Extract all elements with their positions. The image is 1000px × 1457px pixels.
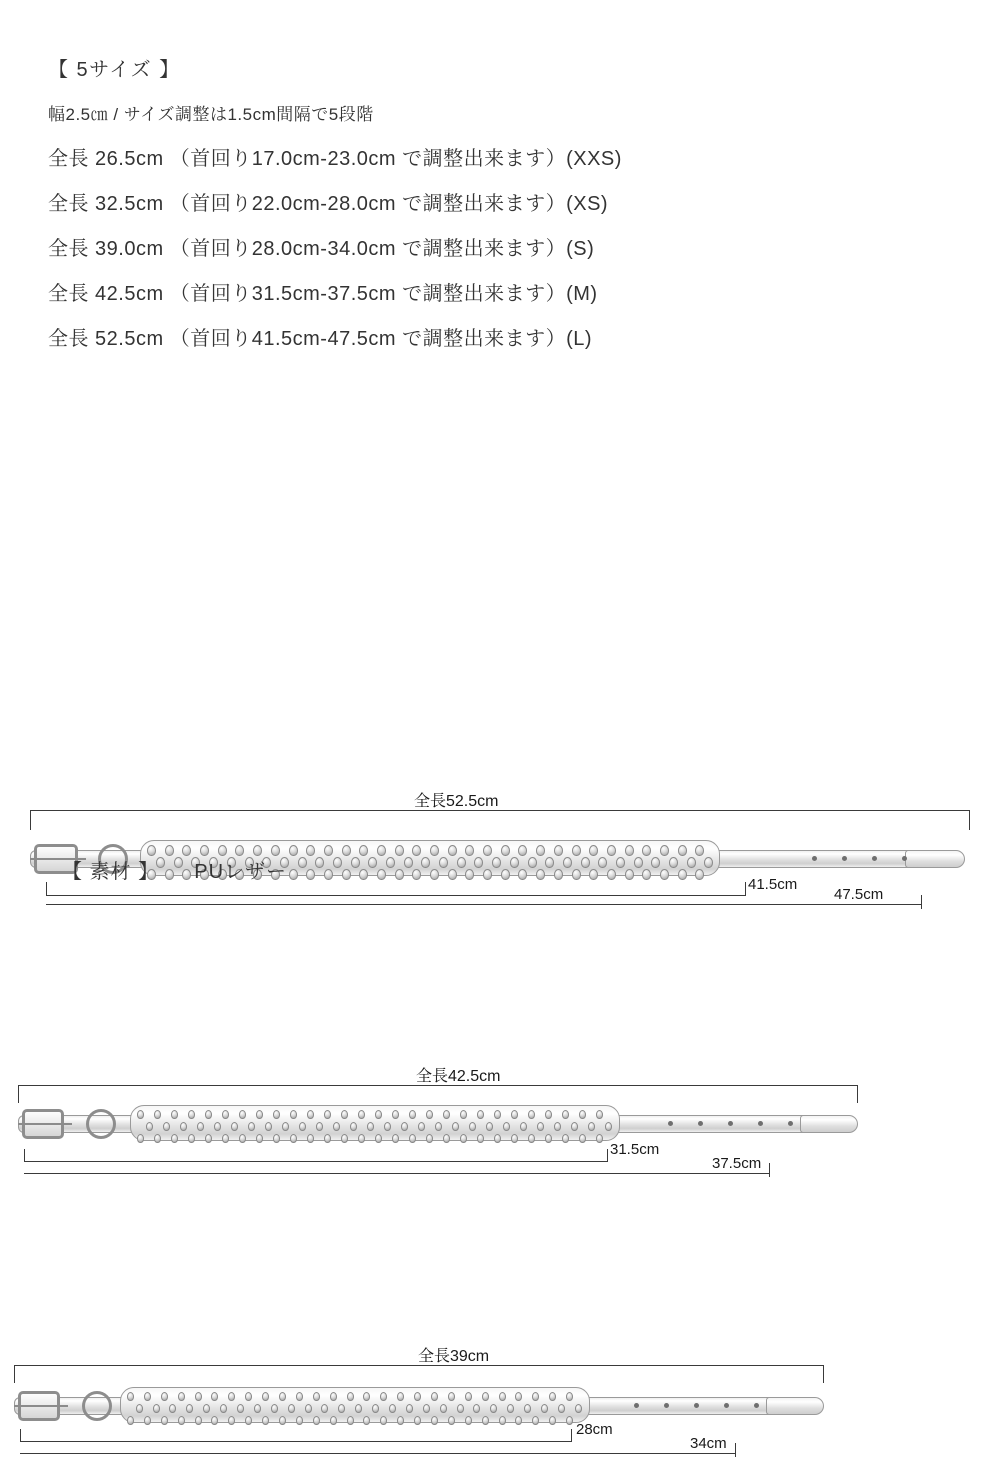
collar-spike bbox=[375, 1110, 382, 1119]
collar-spike bbox=[347, 1416, 354, 1425]
collar-spike bbox=[541, 1404, 548, 1413]
collar-spike bbox=[482, 1392, 489, 1401]
neck-min-tick-right-l bbox=[745, 882, 746, 895]
collar-spike bbox=[256, 1110, 263, 1119]
collar-spike bbox=[566, 1416, 573, 1425]
collar-spike bbox=[214, 1122, 221, 1131]
collar-spike bbox=[554, 869, 563, 880]
collar-spike bbox=[605, 1122, 612, 1131]
collar-spike bbox=[273, 1134, 280, 1143]
collar-spike bbox=[660, 869, 669, 880]
collar-spike bbox=[695, 845, 704, 856]
collar-spike bbox=[409, 1134, 416, 1143]
material-value: PUレザー bbox=[194, 861, 288, 883]
collar-spike bbox=[589, 869, 598, 880]
collar-spike bbox=[307, 1110, 314, 1119]
collar-spike bbox=[448, 1392, 455, 1401]
collar-tip-s bbox=[766, 1397, 824, 1415]
collar-spike bbox=[486, 1122, 493, 1131]
collar-spike bbox=[625, 869, 634, 880]
collar-spike bbox=[265, 1122, 272, 1131]
collar-spike bbox=[358, 1110, 365, 1119]
collar-spike bbox=[397, 1392, 404, 1401]
collar-spike bbox=[144, 1416, 151, 1425]
collar-spike bbox=[431, 1416, 438, 1425]
size-heading: 【 5サイズ 】 bbox=[48, 59, 181, 81]
collar-buckle-prong-m bbox=[18, 1123, 72, 1125]
collar-spike bbox=[501, 869, 510, 880]
collar-spike bbox=[440, 1404, 447, 1413]
collar-spike bbox=[324, 1134, 331, 1143]
collar-spike bbox=[545, 857, 554, 868]
collar-spike bbox=[392, 1110, 399, 1119]
collar-spike bbox=[423, 1404, 430, 1413]
collar-hole-m bbox=[668, 1121, 673, 1126]
collar-spike bbox=[589, 845, 598, 856]
collar-spike bbox=[510, 857, 519, 868]
total-length-label-l: 全長52.5cm bbox=[414, 793, 499, 810]
collar-spike bbox=[153, 1404, 160, 1413]
collar-spike bbox=[460, 1110, 467, 1119]
collar-spike bbox=[518, 845, 527, 856]
collar-spike bbox=[163, 1122, 170, 1131]
collar-buckle-ring-s bbox=[82, 1391, 112, 1421]
collar-spike bbox=[395, 845, 404, 856]
collar-spike bbox=[483, 845, 492, 856]
collar-spike bbox=[537, 1122, 544, 1131]
collar-spike bbox=[687, 857, 696, 868]
collar-hole-m bbox=[728, 1121, 733, 1126]
collar-spike bbox=[338, 1404, 345, 1413]
collar-spike bbox=[316, 1122, 323, 1131]
collar-spike bbox=[307, 1134, 314, 1143]
collar-spike bbox=[499, 1416, 506, 1425]
collar-spike bbox=[313, 1416, 320, 1425]
size-line-xs: 全長 32.5cm （首回り22.0cm-28.0cm で調整出来ます）(XS) bbox=[48, 193, 609, 215]
collar-spike bbox=[465, 1392, 472, 1401]
collar-spike bbox=[298, 857, 307, 868]
neck-min-label-s: 28cm bbox=[576, 1421, 613, 1438]
collar-spike bbox=[254, 1404, 261, 1413]
collar-spike bbox=[324, 1110, 331, 1119]
collar-spike bbox=[290, 1110, 297, 1119]
neck-max-tick-right-l bbox=[921, 895, 922, 909]
collar-spike bbox=[520, 1122, 527, 1131]
collar-spike bbox=[625, 845, 634, 856]
collar-spike bbox=[452, 1122, 459, 1131]
total-length-label-m: 全長42.5cm bbox=[416, 1068, 501, 1085]
collar-illustration-s bbox=[0, 1377, 1000, 1437]
collar-spike bbox=[313, 1392, 320, 1401]
neck-max-line-l bbox=[46, 904, 922, 905]
collar-spike bbox=[414, 1392, 421, 1401]
collar-spike bbox=[289, 869, 298, 880]
collar-spike bbox=[380, 1416, 387, 1425]
collar-spike bbox=[222, 1110, 229, 1119]
collar-spike bbox=[642, 845, 651, 856]
neck-max-tick-right-m bbox=[769, 1163, 770, 1177]
collar-spike bbox=[397, 1416, 404, 1425]
neck-min-tick-right-m bbox=[607, 1149, 608, 1161]
collar-spike bbox=[499, 1392, 506, 1401]
collar-hole-l bbox=[872, 856, 877, 861]
collar-spike bbox=[359, 845, 368, 856]
collar-buckle-prong-s bbox=[14, 1405, 68, 1407]
collar-spike bbox=[171, 1110, 178, 1119]
neck-min-line-m bbox=[24, 1161, 608, 1162]
collar-spike bbox=[237, 1404, 244, 1413]
collar-spike bbox=[575, 1404, 582, 1413]
collar-spike bbox=[443, 1134, 450, 1143]
collar-spike bbox=[350, 1122, 357, 1131]
collar-hole-s bbox=[724, 1403, 729, 1408]
collar-spike bbox=[607, 845, 616, 856]
collar-spike bbox=[477, 1134, 484, 1143]
collar-spike bbox=[494, 1134, 501, 1143]
collar-spike bbox=[651, 857, 660, 868]
neck-min-line-l bbox=[46, 895, 746, 896]
collar-spike bbox=[380, 1392, 387, 1401]
size-line-m: 全長 42.5cm （首回り31.5cm-37.5cm で調整出来ます）(M) bbox=[48, 283, 598, 305]
collar-spike bbox=[239, 1110, 246, 1119]
collar-spike bbox=[473, 1404, 480, 1413]
collar-spike bbox=[448, 869, 457, 880]
total-measure-line-m bbox=[18, 1085, 858, 1086]
collar-spike bbox=[195, 1416, 202, 1425]
collar-spike-pad-s bbox=[120, 1387, 590, 1423]
collar-spike bbox=[460, 1134, 467, 1143]
collar-spike bbox=[563, 857, 572, 868]
collar-spike bbox=[296, 1416, 303, 1425]
collar-spike bbox=[477, 1110, 484, 1119]
collar-spike bbox=[579, 1110, 586, 1119]
collar-hole-s bbox=[694, 1403, 699, 1408]
collar-spike bbox=[351, 857, 360, 868]
collar-spike bbox=[503, 1122, 510, 1131]
collar-hole-s bbox=[634, 1403, 639, 1408]
collar-spike bbox=[439, 857, 448, 868]
collar-spike bbox=[401, 1122, 408, 1131]
collar-spike bbox=[363, 1392, 370, 1401]
collar-spike bbox=[511, 1110, 518, 1119]
collar-spike bbox=[572, 869, 581, 880]
collar-spike bbox=[137, 1134, 144, 1143]
collar-spike bbox=[536, 869, 545, 880]
collar-spike bbox=[355, 1404, 362, 1413]
collar-spike bbox=[197, 1122, 204, 1131]
collar-spike bbox=[448, 1416, 455, 1425]
collar-spike bbox=[406, 1404, 413, 1413]
collar-spike bbox=[457, 1404, 464, 1413]
material-block bbox=[62, 855, 287, 884]
collar-spike bbox=[596, 1110, 603, 1119]
collar-spike bbox=[324, 869, 333, 880]
neck-max-label-m: 37.5cm bbox=[712, 1155, 762, 1172]
collar-spike bbox=[333, 1122, 340, 1131]
collar-spike bbox=[305, 1404, 312, 1413]
collar-spike bbox=[171, 1134, 178, 1143]
collar-spike bbox=[248, 1122, 255, 1131]
collar-spike bbox=[228, 1416, 235, 1425]
collar-spike bbox=[669, 857, 678, 868]
collar-spike bbox=[412, 869, 421, 880]
collar-spike bbox=[482, 1416, 489, 1425]
collar-spike bbox=[549, 1392, 556, 1401]
collar-spike bbox=[222, 1134, 229, 1143]
collar-spike bbox=[457, 857, 466, 868]
collar-spike bbox=[426, 1134, 433, 1143]
collar-hole-l bbox=[842, 856, 847, 861]
collar-spike bbox=[228, 1392, 235, 1401]
collar-hole-l bbox=[812, 856, 817, 861]
collar-tip-m bbox=[800, 1115, 858, 1133]
collar-spike bbox=[515, 1416, 522, 1425]
collar-spike bbox=[178, 1416, 185, 1425]
neck-min-tick-left-s bbox=[20, 1429, 21, 1441]
collar-spike bbox=[372, 1404, 379, 1413]
collar-spike bbox=[435, 1122, 442, 1131]
collar-spike bbox=[296, 1392, 303, 1401]
collar-spike bbox=[203, 1404, 210, 1413]
collar-spike bbox=[695, 869, 704, 880]
collar-spike bbox=[448, 845, 457, 856]
collar-spike-pad-m bbox=[130, 1105, 620, 1141]
neck-max-label-l: 47.5cm bbox=[834, 886, 884, 903]
collar-spike bbox=[490, 1404, 497, 1413]
collar-hole-m bbox=[698, 1121, 703, 1126]
collar-spike bbox=[642, 869, 651, 880]
collar-spike bbox=[178, 1392, 185, 1401]
collar-spike bbox=[245, 1416, 252, 1425]
collar-spike bbox=[404, 857, 413, 868]
collar-spike bbox=[507, 1404, 514, 1413]
collar-spike bbox=[367, 1122, 374, 1131]
collar-spike bbox=[524, 1404, 531, 1413]
collar-spike bbox=[607, 869, 616, 880]
collar-spike bbox=[430, 845, 439, 856]
collar-spike bbox=[315, 857, 324, 868]
neck-max-label-s: 34cm bbox=[690, 1435, 727, 1452]
collar-spike bbox=[545, 1134, 552, 1143]
collar-spike bbox=[562, 1110, 569, 1119]
neck-max-line-m bbox=[24, 1173, 770, 1174]
collar-spike bbox=[161, 1416, 168, 1425]
collar-spike bbox=[392, 1134, 399, 1143]
collar-spike bbox=[518, 869, 527, 880]
neck-max-line-s bbox=[20, 1453, 736, 1454]
collar-spike bbox=[271, 1404, 278, 1413]
collar-spike bbox=[195, 1392, 202, 1401]
collar-spike bbox=[511, 1134, 518, 1143]
collar-spike bbox=[127, 1416, 134, 1425]
collar-spike bbox=[562, 1134, 569, 1143]
collar-spike bbox=[377, 869, 386, 880]
collar-spike bbox=[146, 1122, 153, 1131]
collar-spike bbox=[660, 845, 669, 856]
collar-spike bbox=[220, 1404, 227, 1413]
collar-spike bbox=[572, 845, 581, 856]
collar-spike bbox=[532, 1416, 539, 1425]
collar-spike bbox=[341, 1134, 348, 1143]
neck-max-tick-right-s bbox=[735, 1443, 736, 1457]
collar-spike bbox=[588, 1122, 595, 1131]
collar-illustration-m bbox=[0, 1097, 1000, 1157]
collar-spike bbox=[282, 1122, 289, 1131]
collar-spike bbox=[483, 869, 492, 880]
collar-spike bbox=[492, 857, 501, 868]
collar-spike bbox=[188, 1134, 195, 1143]
collar-spike bbox=[279, 1392, 286, 1401]
collar-spike bbox=[596, 1134, 603, 1143]
collar-spike bbox=[616, 857, 625, 868]
collar-buckle-ring-m bbox=[86, 1109, 116, 1139]
collar-spike bbox=[279, 1416, 286, 1425]
collar-spike bbox=[154, 1110, 161, 1119]
collar-spike bbox=[443, 1110, 450, 1119]
collar-spike bbox=[474, 857, 483, 868]
collar-spike bbox=[239, 1134, 246, 1143]
collar-spike bbox=[262, 1392, 269, 1401]
collar-spike bbox=[465, 869, 474, 880]
collar-spike bbox=[273, 1110, 280, 1119]
collar-spike bbox=[426, 1110, 433, 1119]
collar-spike bbox=[581, 857, 590, 868]
collar-spike bbox=[431, 1392, 438, 1401]
collar-spike bbox=[324, 845, 333, 856]
collar-spike bbox=[598, 857, 607, 868]
collar-spike bbox=[501, 845, 510, 856]
collar-spike bbox=[231, 1122, 238, 1131]
collar-spike bbox=[342, 869, 351, 880]
collar-spike bbox=[414, 1416, 421, 1425]
width-spec-line: 幅2.5㎝ / サイズ調整は1.5cm間隔で5段階 bbox=[48, 105, 374, 124]
collar-spike bbox=[205, 1110, 212, 1119]
collar-spike bbox=[256, 1134, 263, 1143]
collar-spike bbox=[528, 1134, 535, 1143]
collar-spike bbox=[579, 1134, 586, 1143]
collar-spike bbox=[678, 845, 687, 856]
total-measure-line-s bbox=[14, 1365, 824, 1366]
collar-spike bbox=[127, 1392, 134, 1401]
neck-min-tick-right-s bbox=[571, 1429, 572, 1441]
collar-spike bbox=[306, 845, 315, 856]
size-line-xxs: 全長 26.5cm （首回り17.0cm-23.0cm で調整出来ます）(XXS) bbox=[48, 148, 622, 170]
collar-spike bbox=[418, 1122, 425, 1131]
collar-spike bbox=[549, 1416, 556, 1425]
collar-spike bbox=[545, 1110, 552, 1119]
collar-spike bbox=[288, 1404, 295, 1413]
size-line-l: 全長 52.5cm （首回り41.5cm-47.5cm で調整出来ます）(L) bbox=[48, 328, 593, 350]
collar-spike bbox=[136, 1404, 143, 1413]
collar-spike bbox=[211, 1392, 218, 1401]
collar-spike bbox=[678, 869, 687, 880]
collar-spike bbox=[333, 857, 342, 868]
collar-spike bbox=[205, 1134, 212, 1143]
size-line-s: 全長 39.0cm （首回り28.0cm-34.0cm で調整出来ます）(S) bbox=[48, 238, 595, 260]
collar-spike bbox=[169, 1404, 176, 1413]
material-label: 【 素材 】 bbox=[62, 861, 160, 883]
neck-min-tick-left-m bbox=[24, 1149, 25, 1161]
collar-spike bbox=[528, 857, 537, 868]
collar-spike bbox=[386, 857, 395, 868]
collar-tip-l bbox=[905, 850, 965, 868]
collar-spike bbox=[465, 1416, 472, 1425]
collar-spike bbox=[532, 1392, 539, 1401]
collar-spike bbox=[566, 1392, 573, 1401]
collar-spike bbox=[180, 1122, 187, 1131]
collar-spike bbox=[290, 1134, 297, 1143]
collar-spike bbox=[306, 869, 315, 880]
collar-spike bbox=[358, 1134, 365, 1143]
collar-spike bbox=[421, 857, 430, 868]
collar-spike bbox=[515, 1392, 522, 1401]
collar-spike bbox=[554, 1122, 561, 1131]
collar-spike bbox=[154, 1134, 161, 1143]
collar-spike bbox=[186, 1404, 193, 1413]
collar-spike bbox=[395, 869, 404, 880]
collar-spike bbox=[342, 845, 351, 856]
collar-spike bbox=[188, 1110, 195, 1119]
collar-spike bbox=[341, 1110, 348, 1119]
collar-spike bbox=[137, 1110, 144, 1119]
collar-spike bbox=[377, 845, 386, 856]
collar-spike bbox=[363, 1416, 370, 1425]
size-spec-block bbox=[48, 48, 948, 362]
collar-spike bbox=[330, 1392, 337, 1401]
neck-min-tick-left-l bbox=[46, 882, 47, 895]
neck-min-line-s bbox=[20, 1441, 572, 1442]
collar-spike bbox=[469, 1122, 476, 1131]
collar-spike bbox=[412, 845, 421, 856]
collar-spike bbox=[299, 1122, 306, 1131]
collar-spike bbox=[571, 1122, 578, 1131]
collar-spike bbox=[465, 845, 474, 856]
collar-spike bbox=[558, 1404, 565, 1413]
collar-spike bbox=[409, 1110, 416, 1119]
collar-hole-s bbox=[754, 1403, 759, 1408]
collar-spike bbox=[211, 1416, 218, 1425]
collar-spike bbox=[262, 1416, 269, 1425]
collar-spike bbox=[359, 869, 368, 880]
collar-spike bbox=[245, 1392, 252, 1401]
collar-spike bbox=[554, 845, 563, 856]
collar-spike bbox=[528, 1110, 535, 1119]
collar-hole-m bbox=[758, 1121, 763, 1126]
collar-spike bbox=[375, 1134, 382, 1143]
collar-spike bbox=[430, 869, 439, 880]
total-length-label-s: 全長39cm bbox=[418, 1348, 490, 1365]
collar-spike bbox=[634, 857, 643, 868]
neck-min-label-l: 41.5cm bbox=[748, 876, 798, 893]
collar-spike bbox=[384, 1122, 391, 1131]
collar-hole-m bbox=[788, 1121, 793, 1126]
collar-spike bbox=[347, 1392, 354, 1401]
collar-spike bbox=[289, 845, 298, 856]
collar-spike bbox=[321, 1404, 328, 1413]
collar-spike bbox=[704, 857, 713, 868]
collar-spike bbox=[330, 1416, 337, 1425]
collar-spike bbox=[144, 1392, 151, 1401]
collar-spike bbox=[536, 845, 545, 856]
collar-hole-l bbox=[902, 856, 907, 861]
collar-spike bbox=[389, 1404, 396, 1413]
collar-spike bbox=[368, 857, 377, 868]
collar-hole-s bbox=[664, 1403, 669, 1408]
collar-spike bbox=[161, 1392, 168, 1401]
neck-min-label-m: 31.5cm bbox=[610, 1141, 660, 1158]
collar-spike bbox=[494, 1110, 501, 1119]
